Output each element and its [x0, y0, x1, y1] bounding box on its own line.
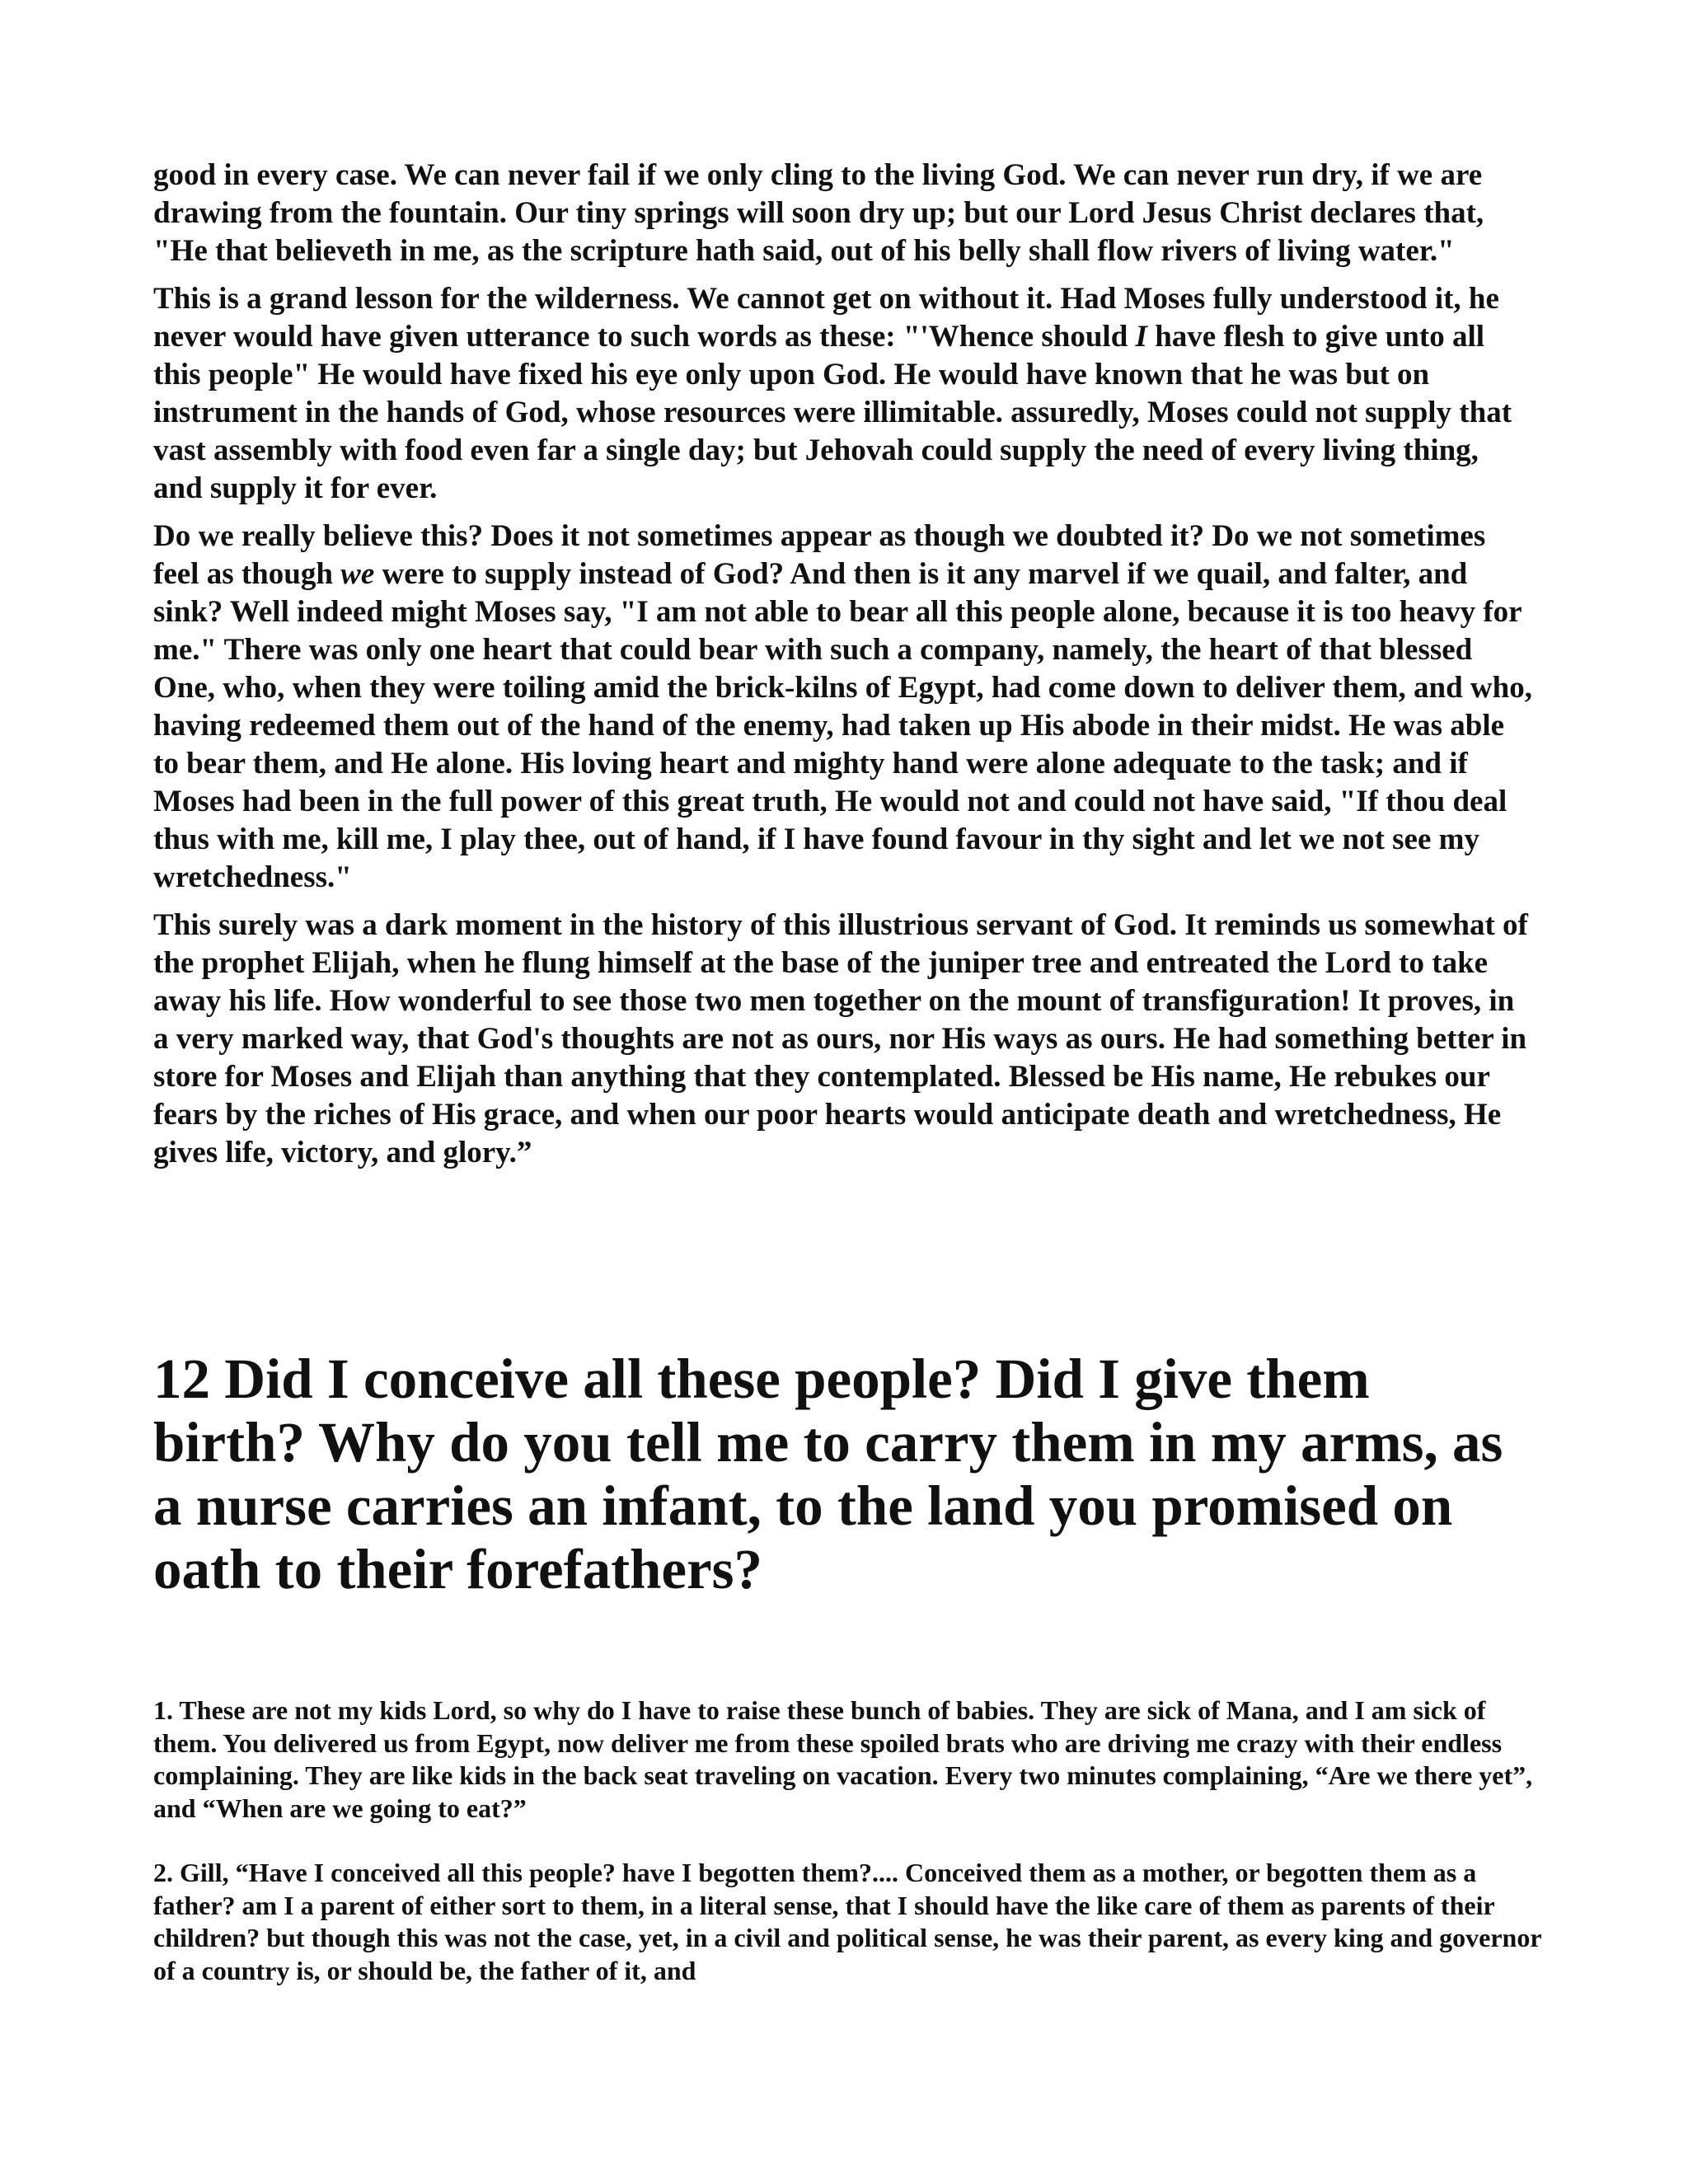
paragraph-text: This surely was a dark moment in the history of this illustrious servant of God. It reminds us somewhat of the prophet Elijah, when he flung himself at the base of the juniper tree and entreated the Lord to take away his life. How wonderful to see those two men together on the mount of transfiguration! It proves, in a very marked way, that God's thoughts are not as ours, nor His ways as ours. He had something better in store for Moses and Elijah than anything that they contemplated. Blessed be His name, He rebukes our fears by the riches of His grace, and when our poor hearts would anticipate death and wretchedness, He gives life, victory, and glory.”	[153, 908, 1528, 1169]
paragraph-emphasis: I	[1135, 320, 1147, 354]
commentary-paragraph-3	[153, 518, 1535, 897]
commentary-paragraph-2	[153, 280, 1535, 508]
paragraph-text: have flesh to give unto all this people" He would have fixed his eye only upon God. He would have known that he was but on instrument in the hands of God, whose resources were illimitable. assuredly, Moses could not supply that vast assembly with food even far a single day; but Jehovah could supply the need of every living thing, and supply it for ever.	[153, 320, 1512, 505]
paragraph-text: were to supply instead of God? And then is it any marvel if we quail, and falter, and sink? Well indeed might Moses say, "I am not able to bear all this people alone, because it is too heavy for me." There was only one heart that could bear with such a company, namely, the heart of that blessed One, who, when they were toiling amid the brick-kilns of Egypt, had come down to deliver them, and who, having redeemed them out of the hand of the enemy, had taken up His abode in their midst. He was able to bear them, and He alone. His loving heart and mighty hand were alone adequate to the task; and if Moses had been in the full power of this great truth, He would not and could not have said, "If thou deal thus with me, kill me, I play thee, out of hand, if I have found favour in thy sight and let we not see my wretchedness."	[153, 557, 1532, 894]
note-item-2: 2. Gill, “Have I conceived all this people? have I begotten them?.... Conceived them as a mother, or begotten them as a father? am I a parent of either sort to them, in a literal sense, that I should have the like care of them as parents of their children? but though this was not the case, yet, in a civil and political sense, he was their parent, as every king and governor of a country is, or should be, the father of it, and	[153, 1858, 1541, 1985]
paragraph-emphasis: we	[340, 557, 375, 591]
paragraph-text: This is a grand lesson for the wilderness. We cannot get on without it. Had Moses fully understood it, he never would have given utterance to such words as these: "'Whence should	[153, 282, 1499, 354]
notes-list	[153, 1694, 1554, 1987]
paragraph-text: Do we really believe this? Does it not sometimes appear as though we doubted it? Do we not sometimes feel as though	[153, 519, 1486, 591]
verse-heading: 12 Did I conceive all these people? Did I give them birth? Why do you tell me to carry them in my arms, as a nurse carries an infant, to the land you promised on oath to their forefathers?	[153, 1347, 1503, 1601]
commentary-paragraph-1	[153, 157, 1535, 270]
note-item-1: 1. These are not my kids Lord, so why do I have to raise these bunch of babies. They are sick of Mana, and I am sick of them. You delivered us from Egypt, now deliver me from these spoiled brats who are driving me crazy with their endless complaining. They are like kids in the back seat traveling on vacation. Every two minutes complaining, “Are we there yet”, and “When are we going to eat?”	[153, 1695, 1533, 1823]
paragraph-text: good in every case. We can never fail if we only cling to the living God. We can never run dry, if we are drawing from the fountain. Our tiny springs will soon dry up; but our Lord Jesus Christ declares that, "He that believeth in me, as the scripture hath said, out of his belly shall flow rivers of living water."	[153, 158, 1484, 268]
commentary-paragraph-4	[153, 907, 1535, 1172]
document-page	[153, 157, 1541, 1985]
